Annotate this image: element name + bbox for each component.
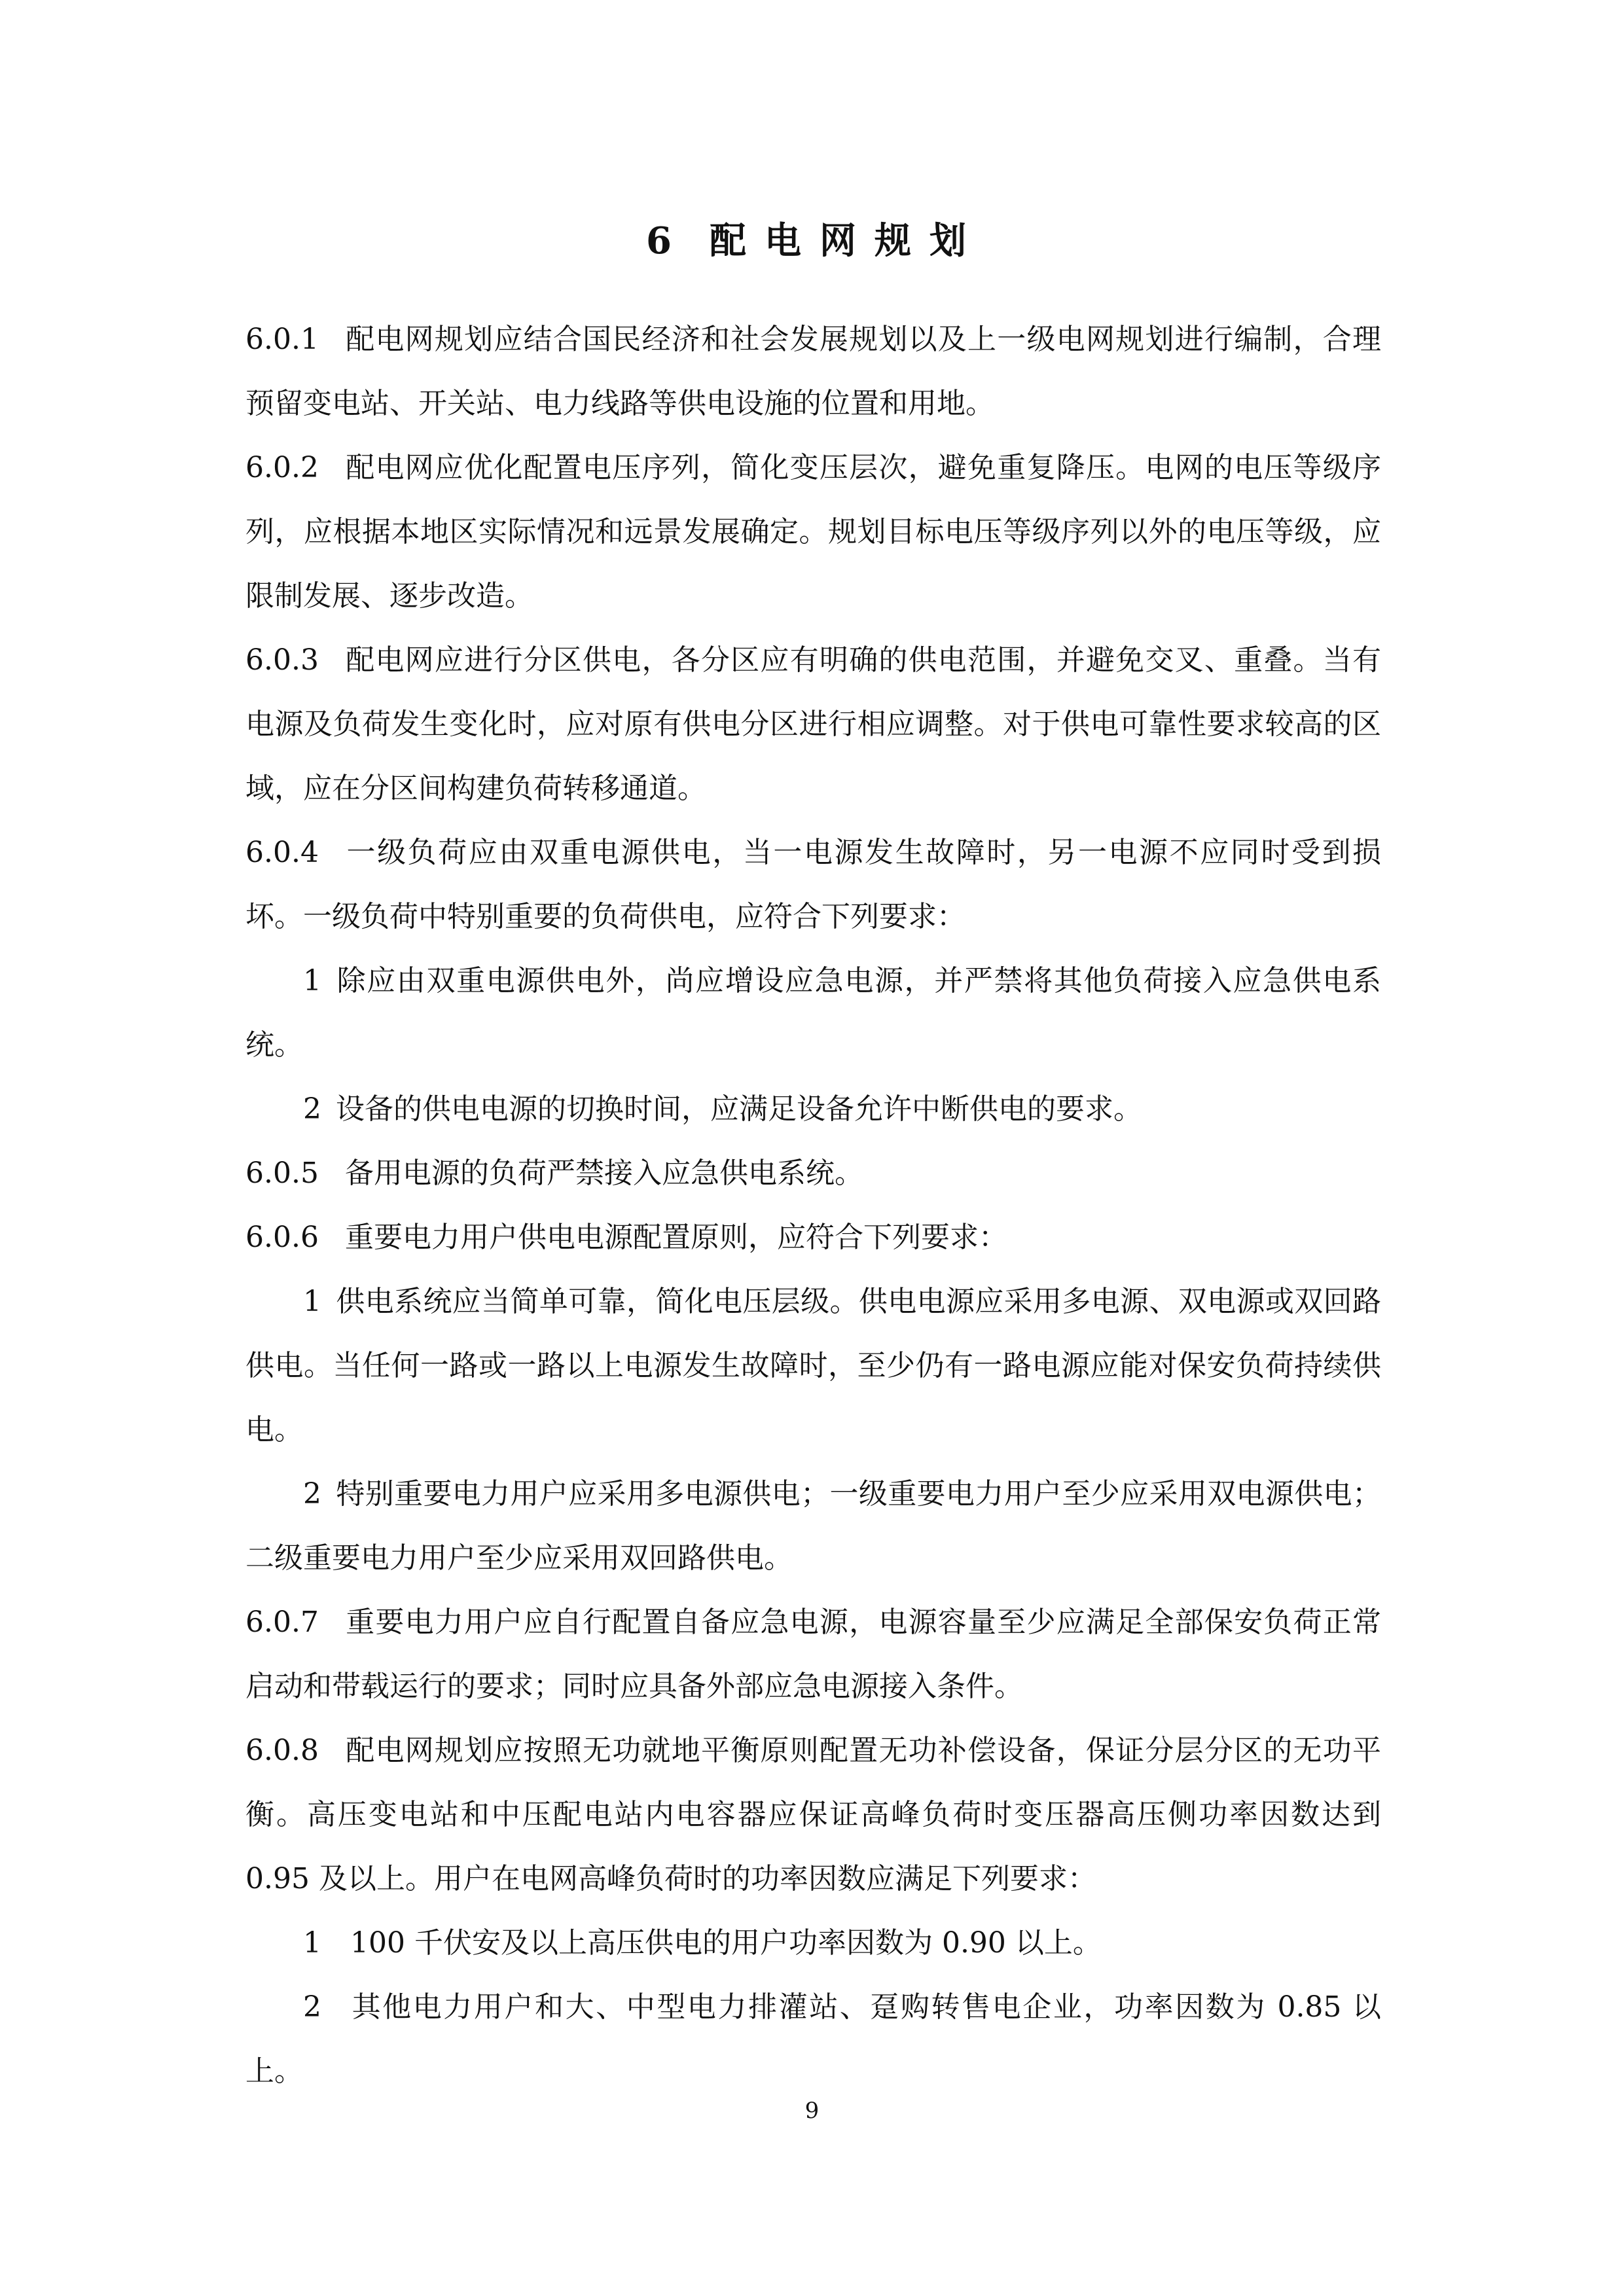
clause-number: 6.0.8 [245, 1734, 319, 1767]
list-item-text: 供电系统应当简单可靠，简化电压层级。供电电源应采用多电源、双电源或双回路供电。当任何一路或一路以上电源发生故障时，至少仍有一路电源应能对保安负荷持续供电。 [245, 1285, 1381, 1446]
clause-paragraph [245, 1719, 1381, 1911]
clause-text: 配电网规划应按照无功就地平衡原则配置无功补偿设备，保证分层分区的无功平衡。高压变电站和中压配电站内电容器应保证高峰负荷时变压器高压侧功率因数达到 0.95 及以上。用户在电网高峰负荷时的功率因数应满足下列要求： [245, 1734, 1381, 1895]
clause-text: 配电网应进行分区供电，各分区应有明确的供电范围，并避免交叉、重叠。当有电源及负荷发生变化时，应对原有供电分区进行相应调整。对于供电可靠性要求较高的区域，应在分区间构建负荷转移通道。 [245, 643, 1381, 805]
clause-paragraph [245, 1141, 1381, 1206]
clause-paragraph [245, 1206, 1381, 1270]
chapter-title [0, 215, 1624, 267]
list-item [245, 949, 1381, 1077]
clause-text: 重要电力用户供电电源配置原则，应符合下列要求： [345, 1221, 1007, 1254]
clause-text: 一级负荷应由双重电源供电，当一电源发生故障时，另一电源不应同时受到损坏。一级负荷中特别重要的负荷供电，应符合下列要求： [245, 836, 1381, 933]
clause-paragraph [245, 436, 1381, 628]
clause-text: 重要电力用户应自行配置自备应急电源，电源容量至少应满足全部保安负荷正常启动和带载运行的要求；同时应具备外部应急电源接入条件。 [245, 1605, 1381, 1703]
chapter-title-char: 划 [929, 219, 971, 262]
list-item-text: 除应由双重电源供电外，尚应增设应急电源，并严禁将其他负荷接入应急供电系统。 [245, 964, 1381, 1062]
clause-number: 6.0.2 [245, 451, 319, 484]
clause-number: 6.0.5 [245, 1157, 319, 1190]
chapter-title-char: 电 [764, 219, 806, 262]
clause-text: 备用电源的负荷严禁接入应急供电系统。 [345, 1157, 863, 1190]
list-item-number: 1 [303, 1285, 321, 1318]
list-item-number: 1 [303, 1926, 321, 1960]
chapter-title-char: 配 [709, 219, 751, 262]
clause-paragraph [245, 628, 1381, 821]
list-item [245, 1462, 1381, 1590]
list-item-text: 其他电力用户和大、中型电力排灌站、趸购转售电企业，功率因数为 0.85 以上。 [245, 1990, 1381, 2088]
clause-paragraph [245, 1590, 1381, 1719]
list-item-text: 100 千伏安及以上高压供电的用户功率因数为 0.90 以上。 [350, 1926, 1102, 1960]
list-item [245, 1975, 1381, 2104]
list-item-number: 2 [303, 1092, 321, 1126]
clause-number: 6.0.1 [245, 323, 319, 356]
body-text [245, 308, 1381, 2104]
chapter-number: 6 [646, 219, 677, 262]
clause-text: 配电网应优化配置电压序列，简化变压层次，避免重复降压。电网的电压等级序列，应根据本地区实际情况和远景发展确定。规划目标电压等级序列以外的电压等级，应限制发展、逐步改造。 [245, 451, 1381, 613]
clause-paragraph [245, 821, 1381, 949]
clause-number: 6.0.3 [245, 643, 319, 677]
chapter-title-char: 规 [874, 219, 916, 262]
list-item [245, 1077, 1381, 1141]
clause-number: 6.0.7 [245, 1605, 319, 1639]
list-item [245, 1270, 1381, 1462]
clause-text: 配电网规划应结合国民经济和社会发展规划以及上一级电网规划进行编制，合理预留变电站、开关站、电力线路等供电设施的位置和用地。 [245, 323, 1381, 420]
clause-number: 6.0.4 [245, 836, 319, 869]
list-item-number: 1 [303, 964, 321, 997]
clause-paragraph [245, 308, 1381, 436]
page-number: 9 [804, 2098, 820, 2124]
clause-number: 6.0.6 [245, 1221, 319, 1254]
list-item-text: 特别重要电力用户应采用多电源供电；一级重要电力用户至少应采用双电源供电；二级重要电力用户至少应采用双回路供电。 [245, 1477, 1381, 1575]
list-item [245, 1911, 1381, 1975]
list-item-number: 2 [303, 1990, 321, 2024]
list-item-text: 设备的供电电源的切换时间，应满足设备允许中断供电的要求。 [336, 1092, 1142, 1126]
list-item-number: 2 [303, 1477, 321, 1511]
chapter-title-char: 网 [819, 219, 861, 262]
